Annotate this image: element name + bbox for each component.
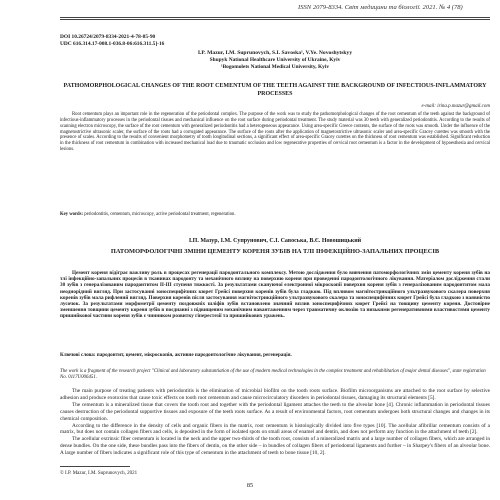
affiliation-1: Shupyk National Healthcare University of Ukraine, Kyiv bbox=[209, 57, 341, 63]
footnote-divider bbox=[60, 466, 130, 467]
copyright-notice: © I.P. Mazur, I.M. Suprunovych, 2021 bbox=[60, 471, 138, 476]
contact-email: e-mail: irina.p.mazur@gmail.com bbox=[421, 104, 490, 109]
article-title-en: PATHOMORPHOLOGICAL CHANGES OF THE ROOT CEMENTUM OF THE TEETH AGAINST THE BACKGROUND OF INFECTIOUS-INFLAMMATORY PROCESSES bbox=[63, 83, 487, 97]
keywords-ua-label: Ключові слова: bbox=[60, 352, 96, 358]
keywords-ua-text: пародонтит, цемент, мікроскопія, активне пародонтологічне лікування, регенерація. bbox=[96, 352, 292, 358]
keywords-ua bbox=[60, 352, 490, 358]
page-number: 85 bbox=[246, 482, 254, 489]
affiliation-2: ¹Bogomolets National Medical University, Kyiv bbox=[220, 64, 330, 70]
keywords-en bbox=[60, 212, 490, 218]
body-paragraph: The cementum is a mineralized tissue that covers the tooth root and together with the periodontal ligament attaches the teeth to the alveolar bone [4]. Chronic inflammation in periodontal tissues causes destruction of the periodontal supportive tissues and exposure of the teeth roots surface. As a result of environmental factors, root cementum undergoes both structural changes and changes in its chemical composition. bbox=[60, 401, 490, 422]
keywords-en-label: Key words: bbox=[60, 212, 84, 217]
body-paragraph: The acellular extrinsic fiber cementum is located in the neck and the upper two-thirds of the tooth root, consists of a mineralized matrix and a large number of collagen fibers, which are arranged in dense bundles. On the one side, these bundles pass into the fibers of dentin, on the other side – in bundles of collagen fibers of periodontal ligaments and further – in Sharpey's fibers of an alveolar bone. A large number of fibers indicates a significant role of this type of cementum in the attachment of teeth to bone tissue [10, 2]. bbox=[60, 436, 490, 457]
abstract-en: Root cementum plays an important role in the regeneration of the periodontal complex. The purpose of the work was to study the pathomorphological changes of the root cementum of the teeth against the background of infectious-inflammatory processes in the periodontal tissues and mechanical influence on the root surface during periodontal treatment. The study material was 30 teeth with generalized periodontitis. According to the results of scanning electron microscopy, the surface of the root cementum with generalized periodontitis had a heterogeneous appearance. Using area-specific Greece contents, the surface of the roots was smooth. Under the influence of the magnetostrictive ultrasonic scaler, the surface of the roots had a corrugated appearance. The surface of the roots after the application of magnetostrictive ultrasonic scaler and area-specific Gracey curettes was smooth with the presence of scales. According to the results of convenient morphometry of tooth longitudinal sections, a significant effect of area-specific Gracey curettes on the thickness of root cementum was established. Significant reduction in the thickness of root cementum in combination with increased mechanical load due to traumatic occlusion and low regenerative properties of cervical root cementum is a factor in the development of hypoesthesia and cervical lesions. bbox=[60, 112, 490, 153]
doi-line: DOI 10.26724/2079-8334-2021-4-78-85-90 bbox=[60, 34, 156, 40]
article-title-ua: ПАТОМОРФОЛОГІЧНІ ЗМІНИ ЦЕМЕНТУ КОРЕНЯ ЗУБІВ НА ТЛІ ІНФЕКЦІЙНО-ЗАПАЛЬНИХ ПРОЦЕСІВ bbox=[110, 248, 440, 255]
authors-ua: І.П. Мазур, І.М. Супрунович, С.І. Савоська, В.Є. Новошицький bbox=[188, 238, 362, 244]
article-identifiers bbox=[60, 34, 260, 48]
abstract-ua: Цемент кореня відіграє важливу роль в процесах регенерації пародонтального комплексу. Метою дослідження було вивчення патоморфологічних змін цементу кореня зубів на тлі інфекційно-запальних процесів в тканинах пародонту та механічного впливу на поверхню кореня при проведенні пародонтологічного лікування. Матеріалом дослідження стали 30 зубів з генералізованим пародонтитом ІІ-ІІІ ступеня тяжкості. За результатами скануючої електронної мікроскопії поверхня кореня зубів з генералізованим пародонтитом мала неоднорідний вигляд. При застосуванні зоноспецифічних кюрет Грейсі поверхня коренів зубів була гладкою. Під впливом магнітострикційного ультразвукового скалера поверхня коренів зубів мала рифлений вигляд. Поверхня коренів після застосування магнітострикційного ультразвукового скалера та зоноспецифічних кюрет Грейсі була гладкою з наявністю лусочок. За результатами морфометрії цементу поздовжніх шліфів зубів встановлено значний вплив зоноспецифічних кюрет Грейсі на товщину цементу кореня. Достовірне зменшення товщини цементу кореня зубів в поєднанні з підвищеним механічним навантаженням через травматичну оклюзію та низькими регенеративними властивостями цементу пришийкової частини кореня зубів є чинником розвитку гіперестезії та пришийкових уражень. bbox=[60, 270, 490, 320]
keywords-en-text: periodontitis, cementum, microscopy, active periodontal treatment, regeneration. bbox=[84, 212, 236, 217]
header-divider-secondary bbox=[60, 19, 490, 20]
body-paragraph: According to the difference in the density of cells and organic fibers in the matrix, root cementum is histologically divided into five types [10]. The acellular afibrillar cementum consists of a matrix, but does not contain collagen fibers and cells, is deposited in the form of isolated spots on small areas of enamel and dentin, and does not perform any function in the attachment of teeth [2]. bbox=[60, 422, 490, 436]
journal-header: ISSN 2079-8334. Світ медицини та біології. 2021. № 4 (78) bbox=[298, 4, 463, 11]
research-project-note: The work is a fragment of the research project "Clinical and laboratory substantiation of the use of modern medical technologies in the complex treatment and rehabilitation of major dental diseases", state registration No. 0117U006451. bbox=[60, 369, 486, 380]
header-divider bbox=[60, 17, 490, 18]
body-text bbox=[60, 388, 490, 457]
authors-en: I.P. Mazur, I.M. Suprunovych, S.I. Savoska¹, V.Ye. Novoshytskyy bbox=[197, 50, 353, 56]
body-paragraph: The main purpose of treating patients with periodontitis is the elimination of microbial biofilm on the tooth roots surface. Biofilm microorganisms are attached to the root surface by selective adhesion and produce exotoxins that cause toxic effects on tooth root cementum and cause microcirculatory disorders in periodontal tissues, damaging its structural elements [5]. bbox=[60, 388, 490, 401]
udc-line: UDC 616.314.17-008.1-036.8-06:616.311.5]-16 bbox=[60, 41, 165, 47]
